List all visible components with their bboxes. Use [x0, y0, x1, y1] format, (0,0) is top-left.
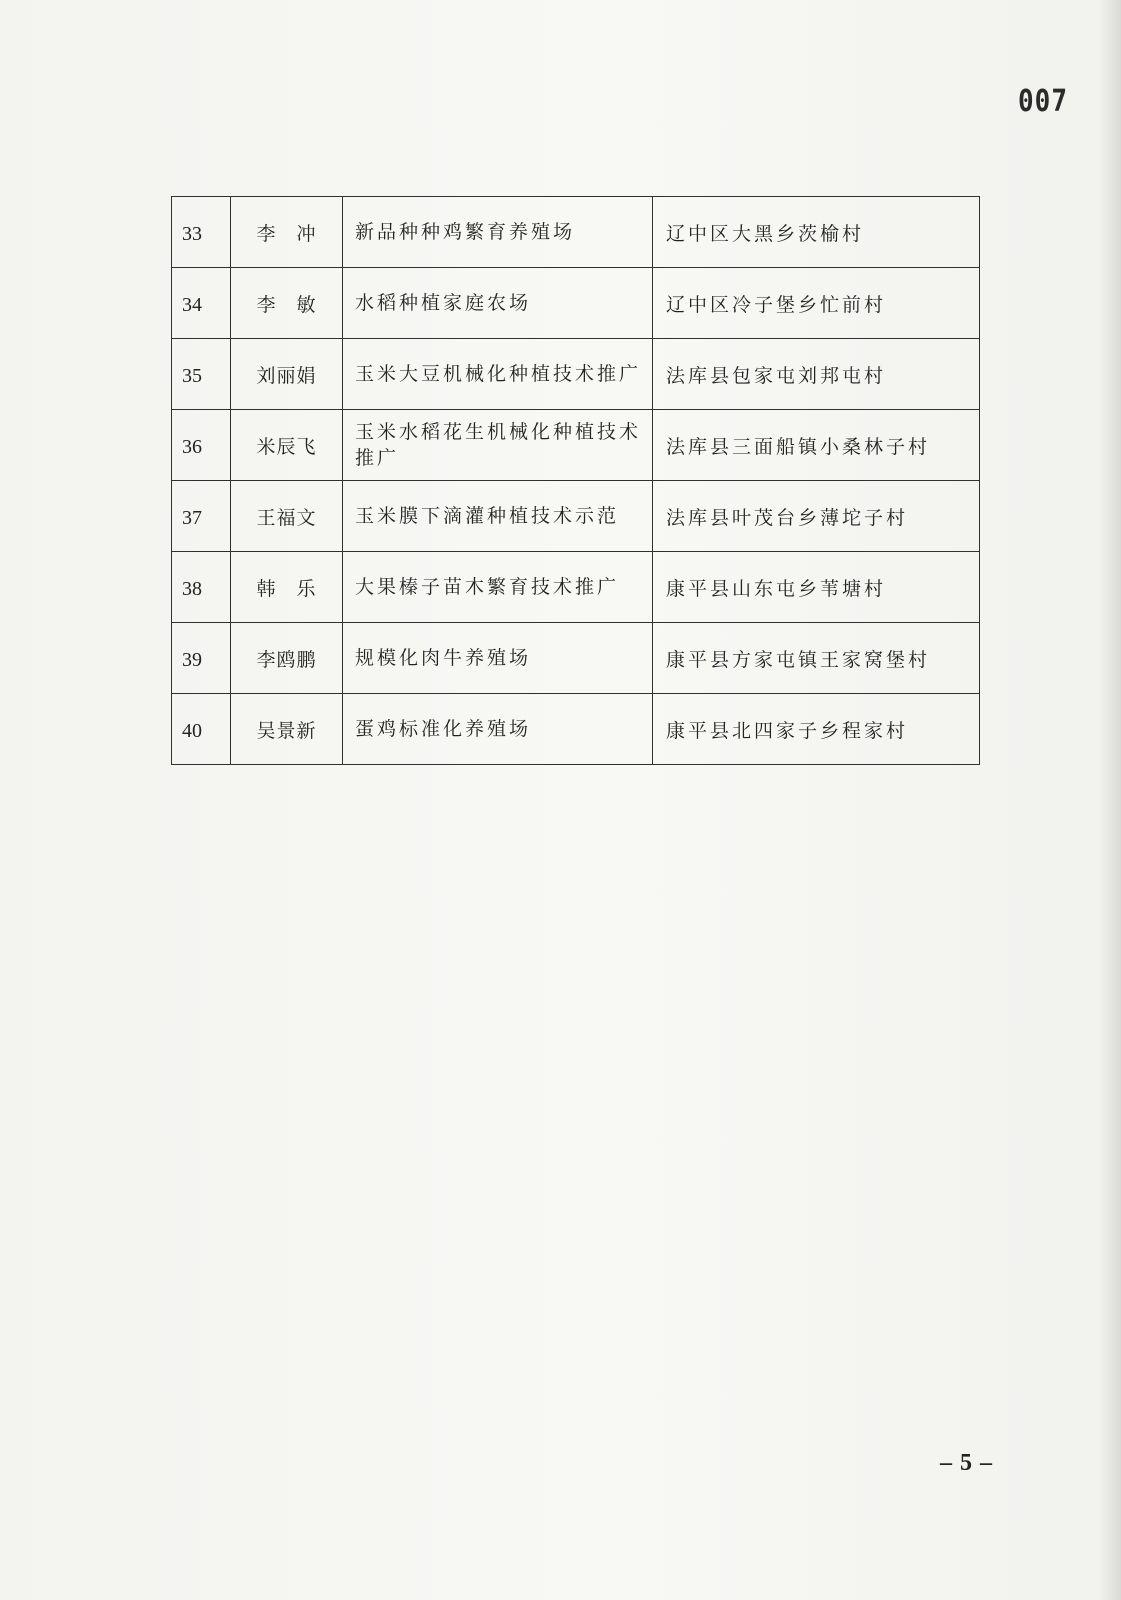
row-number: 35	[172, 339, 231, 410]
location: 法库县三面船镇小桑林子村	[653, 410, 980, 481]
person-name: 韩 乐	[231, 552, 343, 623]
row-number: 37	[172, 481, 231, 552]
person-name: 刘丽娟	[231, 339, 343, 410]
project-name: 水稻种植家庭农场	[343, 268, 653, 339]
location: 康平县山东屯乡苇塘村	[653, 552, 980, 623]
project-name: 玉米水稻花生机械化种植技术推广	[343, 410, 653, 481]
project-name: 大果榛子苗木繁育技术推广	[343, 552, 653, 623]
recipient-table-wrapper	[171, 196, 979, 765]
location: 辽中区冷子堡乡忙前村	[653, 268, 980, 339]
top-page-number: 007	[1018, 84, 1068, 120]
row-number: 40	[172, 694, 231, 765]
project-name: 玉米膜下滴灌种植技术示范	[343, 481, 653, 552]
table-row	[172, 694, 980, 765]
location: 康平县北四家子乡程家村	[653, 694, 980, 765]
row-number: 38	[172, 552, 231, 623]
project-name: 规模化肉牛养殖场	[343, 623, 653, 694]
location: 辽中区大黑乡茨榆村	[653, 197, 980, 268]
person-name: 米辰飞	[231, 410, 343, 481]
table-row	[172, 410, 980, 481]
project-name: 玉米大豆机械化种植技术推广	[343, 339, 653, 410]
row-number: 39	[172, 623, 231, 694]
project-name: 新品种种鸡繁育养殖场	[343, 197, 653, 268]
person-name: 李 冲	[231, 197, 343, 268]
row-number: 36	[172, 410, 231, 481]
recipient-table	[171, 196, 980, 765]
table-row	[172, 552, 980, 623]
location: 法库县包家屯刘邦屯村	[653, 339, 980, 410]
row-number: 34	[172, 268, 231, 339]
table-row	[172, 623, 980, 694]
table-row	[172, 339, 980, 410]
location: 康平县方家屯镇王家窝堡村	[653, 623, 980, 694]
table-row	[172, 481, 980, 552]
location: 法库县叶茂台乡薄坨子村	[653, 481, 980, 552]
person-name: 吴景新	[231, 694, 343, 765]
table-row	[172, 268, 980, 339]
project-name: 蛋鸡标准化养殖场	[343, 694, 653, 765]
row-number: 33	[172, 197, 231, 268]
person-name: 李 敏	[231, 268, 343, 339]
table-row	[172, 197, 980, 268]
person-name: 李鸥鹏	[231, 623, 343, 694]
bottom-page-number: – 5 –	[940, 1450, 993, 1476]
person-name: 王福文	[231, 481, 343, 552]
